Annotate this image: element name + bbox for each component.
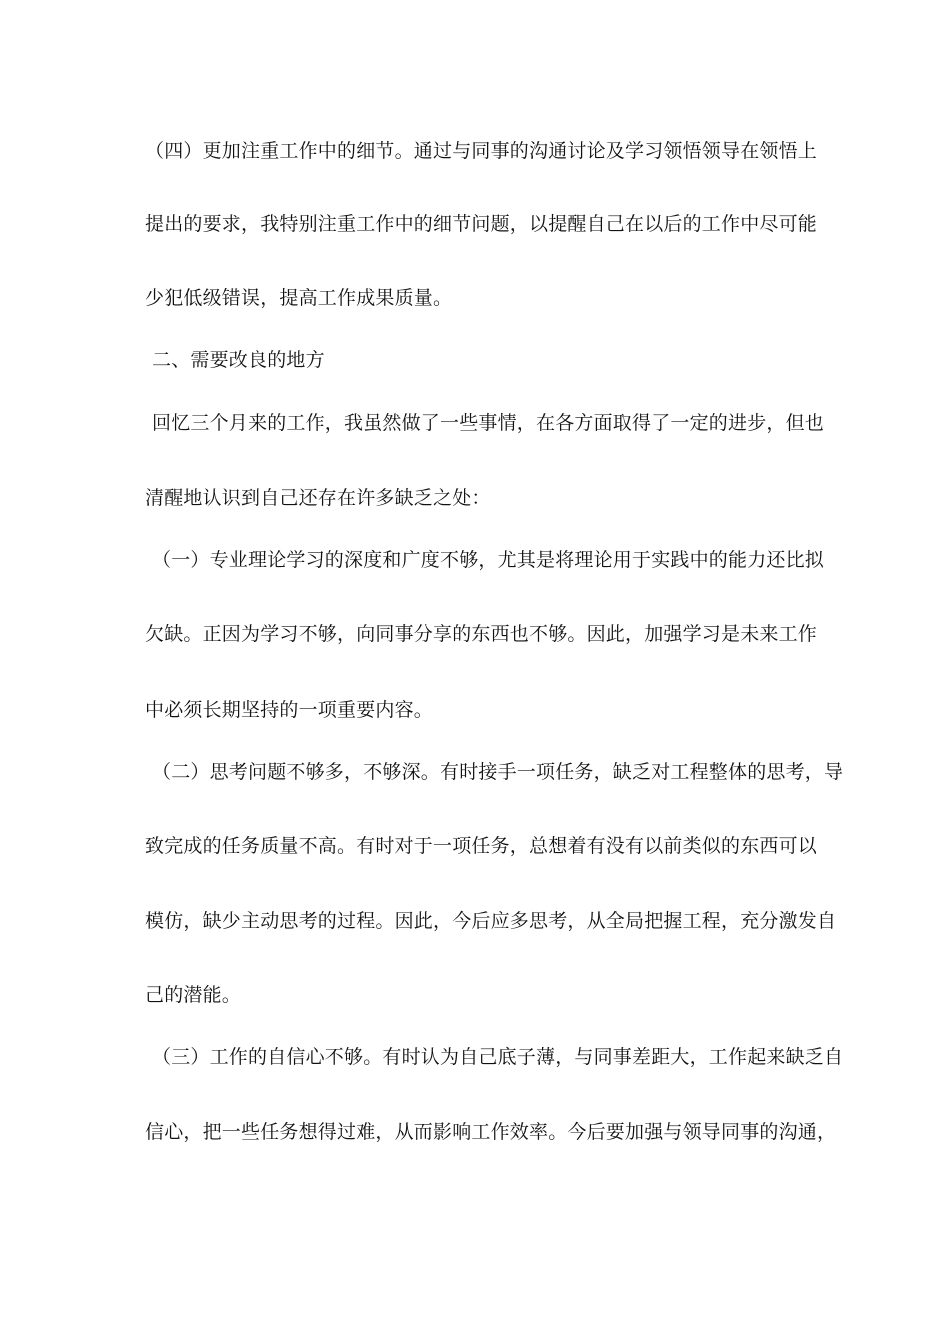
- paragraph-line: 欠缺。正因为学习不够，向同事分享的东西也不够。因此，加强学习是未来工作: [145, 623, 818, 645]
- paragraph-line: （四）更加注重工作中的细节。通过与同事的沟通讨论及学习领悟领导在领悟上: [145, 140, 818, 162]
- paragraph-line: （三）工作的自信心不够。有时认为自己底子薄，与同事差距大，工作起来缺乏自: [152, 1046, 844, 1068]
- paragraph-line: （一）专业理论学习的深度和广度不够，尤其是将理论用于实践中的能力还比拟: [152, 549, 825, 571]
- paragraph-line: 提出的要求，我特别注重工作中的细节问题，以提醒自己在以后的工作中尽可能: [145, 213, 818, 235]
- paragraph-line: （二）思考问题不够多，不够深。有时接手一项任务，缺乏对工程整体的思考，导: [152, 761, 844, 783]
- paragraph-line: 信心，把一些任务想得过难，从而影响工作效率。今后要加强与领导同事的沟通，: [145, 1121, 837, 1143]
- paragraph-line: 中必须长期坚持的一项重要内容。: [145, 699, 434, 721]
- paragraph-line: 模仿，缺少主动思考的过程。因此，今后应多思考，从全局把握工程，充分激发自: [145, 910, 837, 932]
- paragraph-line: 致完成的任务质量不高。有时对于一项任务，总想着有没有以前类似的东西可以: [145, 835, 818, 857]
- paragraph-line: 回忆三个月来的工作，我虽然做了一些事情，在各方面取得了一定的进步，但也: [152, 412, 825, 434]
- paragraph-line: 己的潜能。: [145, 984, 242, 1006]
- paragraph-line: 清醒地认识到自己还存在许多缺乏之处：: [145, 487, 491, 509]
- paragraph-line: 少犯低级错误，提高工作成果质量。: [145, 287, 453, 309]
- section-heading: 二、需要改良的地方: [152, 349, 325, 371]
